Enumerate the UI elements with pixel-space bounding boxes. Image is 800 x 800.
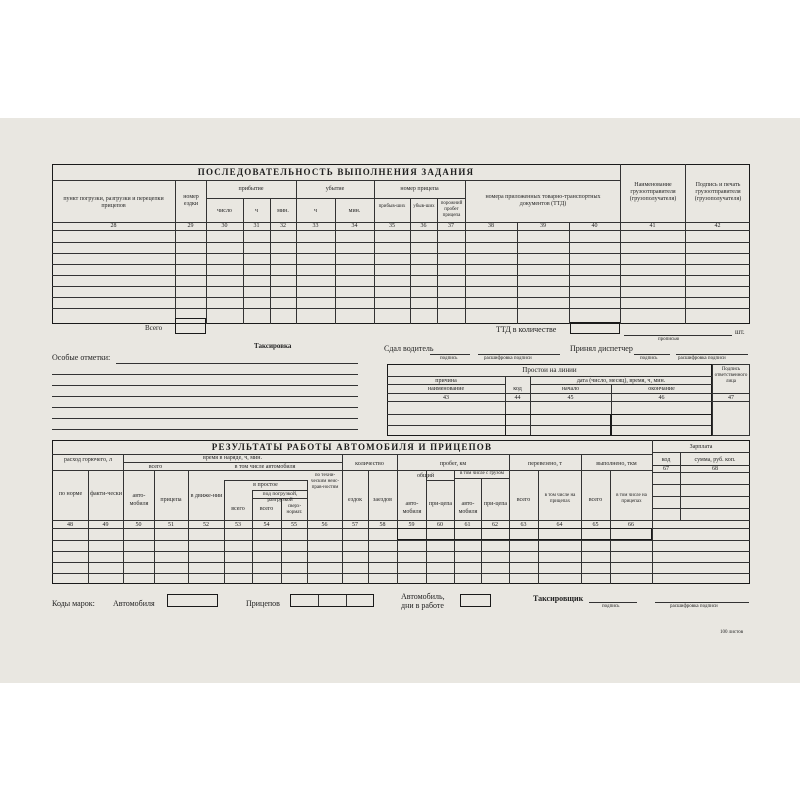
mileage-cargo-car: авто-мобиля — [458, 501, 478, 515]
col-number: 53 — [235, 522, 241, 528]
col-arrival-min: мин. — [277, 208, 289, 214]
downtime-code: код — [513, 386, 522, 392]
taxer-label: Таксировщик — [533, 594, 584, 603]
downtime-start: начало — [561, 386, 580, 392]
col-number: 41 — [649, 223, 656, 229]
col-number: 43 — [443, 395, 449, 401]
col-number: 59 — [408, 522, 415, 528]
mileage-with-cargo: в том числе с грузом — [460, 471, 504, 476]
performed-header: выполнено, ткм — [596, 461, 637, 467]
brand-trailers-label: Прицепов — [246, 599, 280, 608]
col-number: 32 — [280, 223, 286, 229]
time-trailer: прицепа — [160, 497, 182, 503]
count-drops: заездов — [373, 497, 392, 503]
total-label: Всего — [145, 324, 163, 332]
col-number: 63 — [520, 522, 527, 528]
task-sequence-title: ПОСЛЕДОВАТЕЛЬНОСТЬ ВЫПОЛНЕНИЯ ЗАДАНИЯ — [197, 167, 475, 177]
total-ride-field[interactable] — [175, 318, 206, 334]
signature-decoded-hint: расшифровка подписи — [484, 356, 532, 361]
fuel-norm: по норме — [58, 491, 83, 497]
transported-header: перевезено, т — [528, 461, 562, 467]
col-number: 35 — [389, 223, 395, 229]
brand-codes-label: Коды марок: — [52, 599, 95, 608]
col-number: 42 — [714, 223, 721, 229]
col-ride: номер ездки — [183, 194, 199, 208]
col-trailer-run: порожний пробег прицепа — [440, 201, 463, 218]
col-number: 28 — [110, 223, 117, 229]
col-number: 54 — [263, 522, 270, 528]
accepted-dispatcher-label: Принял диспетчер — [570, 344, 633, 353]
time-total: всего — [148, 464, 163, 470]
col-number: 34 — [351, 223, 358, 229]
col-number: 65 — [592, 522, 599, 528]
col-number: 33 — [312, 223, 319, 229]
brand-car-label: Автомобиля — [113, 599, 155, 608]
results-title: РЕЗУЛЬТАТЫ РАБОТЫ АВТОМОБИЛЯ И ПРИЦЕПОВ — [211, 442, 493, 452]
performed-trailer: в том числе на прицепах — [616, 493, 647, 504]
mileage-car: авто-мобиля — [402, 501, 422, 515]
col-number: 57 — [352, 522, 358, 528]
time-incl-car: в том числе автомобиля — [234, 464, 296, 470]
count-trips: ездок — [348, 497, 362, 503]
fuel-header: расход горючего, л — [64, 457, 112, 463]
time-tech-fault: по техни-ческим неис-прав-ностям — [310, 473, 340, 490]
count-header: количество — [355, 461, 384, 467]
col-trailer-in: прибыв-ших — [378, 204, 406, 209]
downtime-end: окончание — [648, 386, 675, 392]
handed-driver-label: Сдал водитель — [384, 344, 434, 353]
mileage-header: пробег, км — [439, 461, 467, 467]
col-number: 45 — [567, 395, 574, 401]
salary-label: Зарплата — [689, 444, 713, 450]
downtime-fill-box[interactable] — [505, 414, 611, 436]
col-number: 39 — [540, 223, 546, 229]
col-number: 52 — [203, 522, 209, 528]
taxer-signature-decoded-hint: расшифровка подписи — [670, 604, 718, 609]
work-days-field[interactable] — [460, 594, 491, 607]
col-number: 68 — [712, 466, 718, 472]
col-trailer: номер прицепа — [400, 186, 439, 192]
time-idle-total: всего — [231, 506, 245, 512]
signature-hint: подпись — [440, 356, 458, 361]
col-number: 46 — [658, 395, 665, 401]
col-route: пункт погрузки, разгрузки и перецепки прицепов — [63, 196, 164, 210]
downtime-title: Простои на линии — [522, 366, 577, 374]
col-number: 47 — [728, 395, 734, 401]
col-number: 62 — [492, 522, 498, 528]
ttd-count-label: ТТД в количестве — [496, 325, 557, 334]
col-number: 30 — [221, 223, 228, 229]
downtime-fill-box[interactable] — [611, 414, 712, 436]
transported-trailer: в том числе на прицепах — [544, 493, 576, 504]
col-departure-h: ч — [313, 208, 318, 214]
col-number: 31 — [253, 223, 260, 229]
time-car: авто-мобиля — [129, 493, 149, 507]
salary-sum: сумма, руб. коп. — [694, 457, 736, 463]
downtime-reason-name: наименование — [427, 386, 465, 392]
downtime-reason: причина — [435, 378, 457, 384]
col-arrival-h: ч — [254, 208, 259, 214]
ttd-written-hint: прописью — [658, 337, 680, 342]
col-number: 36 — [420, 223, 427, 229]
col-number: 29 — [187, 223, 194, 229]
col-number: 61 — [464, 522, 471, 528]
col-ttd: номера приложенных товарно-транспортных документов (ТТД) — [485, 194, 601, 208]
col-number: 37 — [448, 223, 454, 229]
col-number: 58 — [379, 522, 386, 528]
performed-total: всего — [588, 497, 603, 503]
col-number: 38 — [488, 223, 494, 229]
notes-label: Особые отметки: — [52, 353, 111, 362]
col-sign: Подпись и печать грузоотправителя (грузополучателя) — [694, 182, 742, 203]
time-in-order: время в наряде, ч, мин. — [203, 455, 262, 461]
brand-trailers-field[interactable] — [290, 594, 374, 607]
ttd-count-field[interactable] — [570, 322, 620, 334]
downtime-signature-label: Подпись ответственного лица — [714, 367, 748, 384]
transported-total: всего — [516, 497, 531, 503]
work-days-label: Автомобиль, дни в работе — [401, 592, 445, 611]
results-fill-box[interactable] — [397, 528, 652, 540]
col-number: 49 — [102, 522, 109, 528]
signature-decoded-hint: расшифровка подписи — [678, 356, 726, 361]
time-idle: в простое — [253, 482, 278, 488]
time-over-norm: сверх-нормат. — [286, 504, 303, 515]
time-loading: под погрузкой, разгрузкой — [262, 491, 298, 504]
col-arrival-date: число — [217, 208, 232, 214]
col-number: 64 — [556, 522, 563, 528]
ttd-unit: шт. — [735, 328, 745, 336]
col-arrival: прибытие — [238, 186, 264, 192]
mileage-total: общий — [416, 473, 435, 479]
col-departure-min: мин. — [348, 208, 361, 214]
col-number: 67 — [663, 466, 669, 472]
col-number: 44 — [514, 395, 521, 401]
col-number: 56 — [321, 522, 328, 528]
brand-car-field[interactable] — [167, 594, 218, 607]
taxing-title: Таксировка — [254, 342, 292, 350]
time-idle-loading-total: всего — [259, 506, 274, 512]
time-in-motion: в движе-нии — [190, 493, 223, 499]
col-number: 60 — [437, 522, 443, 528]
taxer-signature-hint: подпись — [602, 604, 620, 609]
col-number: 66 — [628, 522, 634, 528]
print-run-label: 100 листов — [720, 630, 744, 635]
col-departure: убытие — [325, 186, 345, 192]
fuel-fact: факти-чески — [90, 491, 122, 497]
downtime-date-time: дата (число, месяц), время, ч, мин. — [576, 378, 666, 384]
mileage-trailer: при-цепа — [428, 501, 453, 507]
col-trailer-out: убыв-ших — [413, 204, 435, 209]
col-number: 55 — [291, 522, 297, 528]
col-number: 40 — [591, 223, 598, 229]
salary-code: код — [661, 457, 671, 463]
col-consignor: Наименование грузоотправителя (грузополучателя) — [629, 182, 677, 203]
col-number: 51 — [168, 522, 174, 528]
form-sheet — [0, 118, 800, 683]
signature-hint: подпись — [640, 356, 658, 361]
col-number: 48 — [67, 522, 73, 528]
col-number: 50 — [135, 522, 142, 528]
mileage-cargo-trailer: при-цепа — [483, 501, 508, 507]
